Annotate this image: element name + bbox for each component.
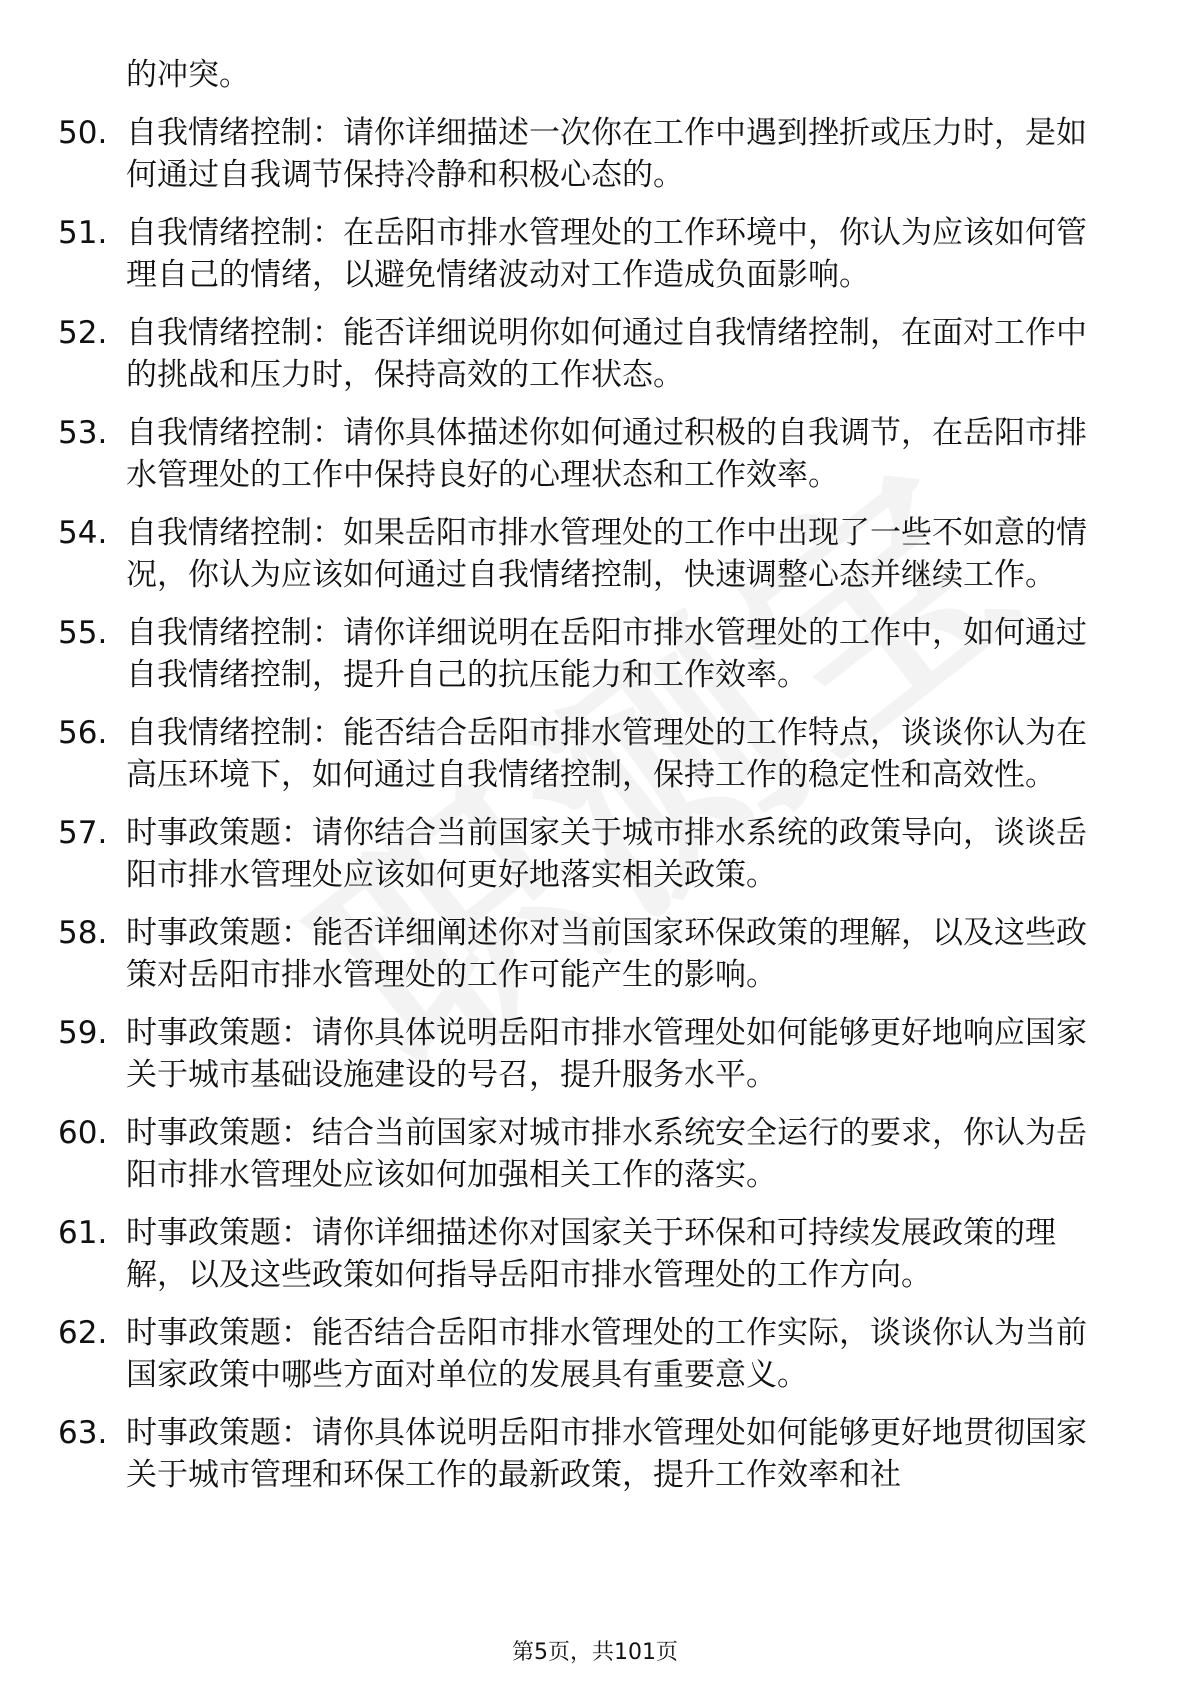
item-number: 53.	[58, 415, 108, 451]
item-text: 时事政策题：请你具体说明岳阳市排水管理处如何能够更好地贯彻国家关于城市管理和环保工作的最新政策，提升工作效率和社	[126, 1415, 1087, 1493]
item-text: 自我情绪控制：如果岳阳市排水管理处的工作中出现了一些不如意的情况，你认为应该如何通过自我情绪控制，快速调整心态并继续工作。	[126, 515, 1087, 593]
item-number: 62.	[58, 1315, 108, 1351]
item-number: 55.	[58, 615, 108, 651]
page-footer: 第5页，共101页	[512, 1640, 678, 1665]
item-number: 61.	[58, 1215, 108, 1251]
list-item	[0, 1312, 1190, 1396]
item-text: 时事政策题：能否详细阐述你对当前国家环保政策的理解，以及这些政策对岳阳市排水管理处的工作可能产生的影响。	[126, 915, 1087, 993]
item-number: 59.	[58, 1015, 108, 1051]
item-text: 时事政策题：请你结合当前国家关于城市排水系统的政策导向，谈谈岳阳市排水管理处应该如何更好地落实相关政策。	[126, 815, 1087, 893]
item-number: 58.	[58, 915, 108, 951]
list-item	[0, 312, 1190, 396]
item-number: 60.	[58, 1115, 108, 1151]
list-item	[0, 412, 1190, 496]
list-item	[0, 812, 1190, 896]
item-number: 51.	[58, 215, 108, 251]
item-number: 63.	[58, 1415, 108, 1451]
list-item	[0, 612, 1190, 696]
item-text: 时事政策题：能否结合岳阳市排水管理处的工作实际，谈谈你认为当前国家政策中哪些方面对单位的发展具有重要意义。	[126, 1315, 1087, 1393]
list-item	[0, 1212, 1190, 1296]
list-item	[0, 912, 1190, 996]
item-text: 时事政策题：结合当前国家对城市排水系统安全运行的要求，你认为岳阳市排水管理处应该如何加强相关工作的落实。	[126, 1115, 1087, 1193]
list-item	[0, 1412, 1190, 1496]
item-number: 50.	[58, 115, 108, 151]
list-item	[0, 112, 1190, 196]
item-text: 自我情绪控制：请你详细描述一次你在工作中遇到挫折或压力时，是如何通过自我调节保持冷静和积极心态的。	[126, 115, 1087, 193]
list-item	[0, 512, 1190, 596]
list-item	[0, 712, 1190, 796]
list-item	[0, 1112, 1190, 1196]
item-text: 时事政策题：请你具体说明岳阳市排水管理处如何能够更好地响应国家关于城市基础设施建设的号召，提升服务水平。	[126, 1015, 1087, 1093]
item-number: 52.	[58, 315, 108, 351]
item-text: 自我情绪控制：请你具体描述你如何通过积极的自我调节，在岳阳市排水管理处的工作中保持良好的心理状态和工作效率。	[126, 415, 1087, 493]
item-number: 57.	[58, 815, 108, 851]
item-text: 自我情绪控制：能否详细说明你如何通过自我情绪控制，在面对工作中的挑战和压力时，保持高效的工作状态。	[126, 315, 1087, 393]
item-text: 自我情绪控制：请你详细说明在岳阳市排水管理处的工作中，如何通过自我情绪控制，提升自己的抗压能力和工作效率。	[126, 615, 1087, 693]
item-text: 自我情绪控制：在岳阳市排水管理处的工作环境中，你认为应该如何管理自己的情绪，以避免情绪波动对工作造成负面影响。	[126, 215, 1087, 293]
item-text: 自我情绪控制：能否结合岳阳市排水管理处的工作特点，谈谈你认为在高压环境下，如何通过自我情绪控制，保持工作的稳定性和高效性。	[126, 715, 1087, 793]
question-list	[0, 112, 1190, 1512]
list-item	[0, 1012, 1190, 1096]
item-number: 54.	[58, 515, 108, 551]
list-item	[0, 212, 1190, 296]
continuation-text: 的冲突。	[126, 57, 250, 93]
item-text: 时事政策题：请你详细描述你对国家关于环保和可持续发展政策的理解，以及这些政策如何指导岳阳市排水管理处的工作方向。	[126, 1215, 1056, 1293]
item-number: 56.	[58, 715, 108, 751]
